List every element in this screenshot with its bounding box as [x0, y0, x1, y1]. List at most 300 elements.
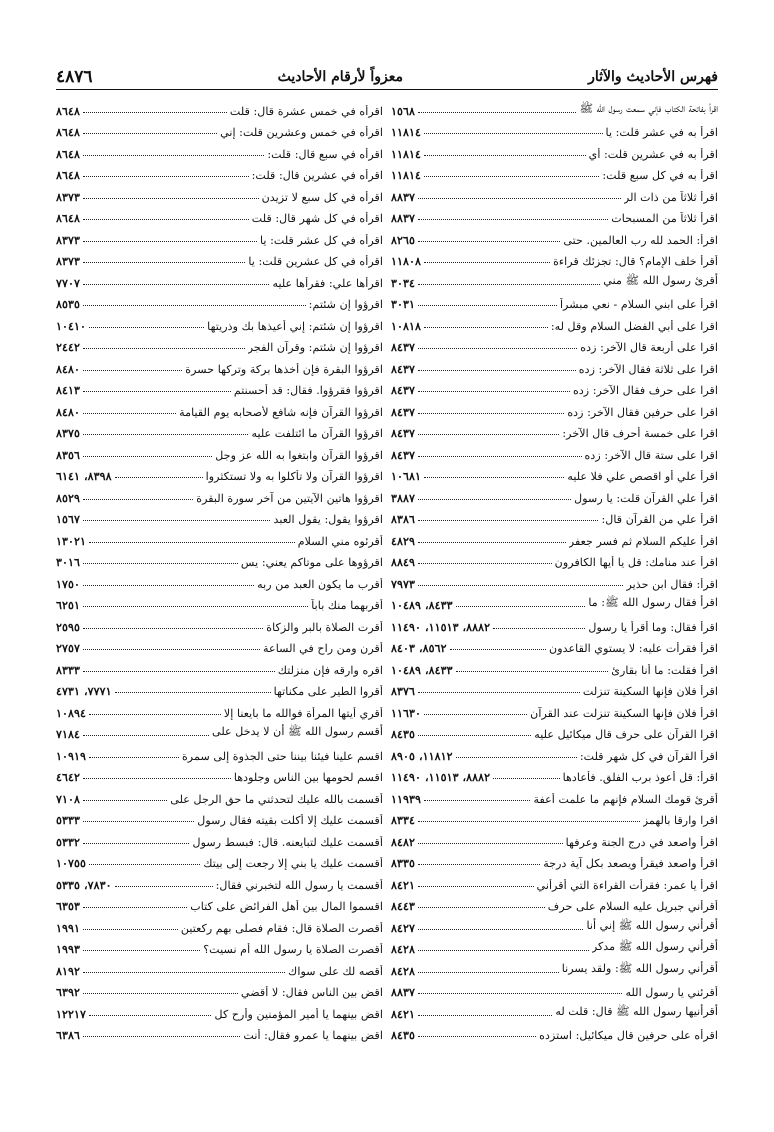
- dot-leader: [418, 219, 608, 220]
- index-entry: [56, 956, 383, 978]
- entry-text: اقض بينهما يا عمرو فقال: أنت: [243, 1029, 383, 1042]
- entry-text: اقرأه على حرفين قال ميكائيل: استزده: [539, 1029, 718, 1042]
- dot-leader: [418, 391, 570, 392]
- index-entry: [56, 548, 383, 570]
- hadith-number: ٨٨٣٧: [391, 211, 416, 225]
- right-column: [391, 96, 718, 1042]
- index-entry: [56, 225, 383, 247]
- entry-text: أقرأني رسول الله ﷺ: ولقد يسرنا: [561, 961, 718, 975]
- dot-leader: [418, 542, 566, 543]
- hadith-number: ٨٤٣٧: [391, 447, 416, 462]
- index-entry: [56, 419, 383, 441]
- index-entry: [56, 333, 383, 355]
- entry-text: اقرأه في كل سبع لا تزيدن: [261, 190, 383, 204]
- hadith-number: ١٩٩٣: [56, 942, 81, 956]
- dot-leader: [83, 370, 182, 371]
- dot-leader: [424, 176, 599, 177]
- hadith-number: ٧٧٠٧: [56, 275, 81, 290]
- entry-text: اقرأ: قل أعوذ برب الفلق. فأعادها: [562, 771, 718, 784]
- index-entry: [391, 139, 718, 161]
- dot-leader: [89, 757, 179, 758]
- index-entry: [56, 634, 383, 656]
- dot-leader: [418, 198, 621, 199]
- entry-text: اقرؤوا القرآن ولا تأكلوا به ولا تستكثروا: [205, 470, 383, 483]
- hadith-number: ٨٣٧٣: [56, 189, 81, 204]
- hadith-number: ٥٣٣٣: [56, 813, 81, 827]
- entry-text: اقرأه في خمس عشرة قال: قلت: [229, 104, 383, 118]
- entry-text: اقرأ به في كل سبع قلت:: [602, 169, 718, 182]
- index-entry: [391, 354, 718, 376]
- entry-text: اقرأ فقال رسول الله ﷺ: ما: [588, 596, 718, 609]
- dot-leader: [418, 1015, 552, 1016]
- entry-text: أقصه لك على سواك: [288, 964, 383, 978]
- dot-leader: [418, 520, 598, 521]
- dot-leader: [418, 413, 564, 414]
- dot-leader: [83, 606, 308, 607]
- entry-text: اقرا القرآن على حرف قال ميكائيل عليه: [534, 728, 718, 741]
- entry-text: اقرأه في كل عشرين قلت: يا: [248, 255, 383, 268]
- entry-text: اقرأ فلان فإنها السكينة تنزلت عند القرآن: [530, 706, 718, 720]
- hadith-number: ٨٣٣٥: [391, 856, 416, 870]
- hadith-number: ٨٣٧٦: [391, 684, 416, 698]
- index-entry: [391, 892, 718, 914]
- index-entry: [56, 204, 383, 226]
- dot-leader: [83, 434, 248, 435]
- hadith-number: ٨٦٤٨: [56, 211, 81, 225]
- dot-leader: [83, 456, 212, 457]
- entry-text: اقرا على ثلاثة فقال الآخر: زده: [578, 362, 718, 376]
- dot-leader: [83, 262, 245, 263]
- hadith-number: ١١٨١٤: [391, 168, 422, 182]
- index-entry: [56, 118, 383, 140]
- dot-leader: [456, 757, 577, 758]
- entry-text: أقرت الصلاة بالبر والزكاة: [266, 620, 383, 634]
- index-entry: [56, 161, 383, 183]
- index-entry: [391, 978, 718, 1000]
- page-number: ٤٨٧٦: [56, 67, 93, 87]
- index-entry: [391, 505, 718, 527]
- index-entry: [56, 655, 383, 677]
- dot-leader: [418, 456, 582, 457]
- index-entry: [391, 634, 718, 656]
- entry-text: اقسموا المال بين أهل الفرائض على كتاب: [190, 900, 383, 913]
- entry-text: اقرا على أربعة قال الآخر: زده: [580, 341, 718, 354]
- entry-text: أقرأني رسول الله ﷺ إني أنا: [586, 918, 718, 932]
- index-entry: [56, 290, 383, 312]
- index-entry: [56, 483, 383, 505]
- hadith-number: ٨٣٧٣: [56, 254, 81, 268]
- dot-leader: [418, 735, 531, 736]
- dot-leader: [83, 112, 227, 113]
- dot-leader: [424, 327, 548, 328]
- dot-leader: [456, 671, 609, 672]
- index-entry: [391, 96, 718, 118]
- entry-text: اقرأ ثلاثاً من ذات الر: [623, 190, 718, 204]
- index-entry: [391, 655, 718, 677]
- hadith-number: ٦٢٥١: [56, 598, 81, 612]
- hadith-number: ٣٠٣٤: [391, 275, 416, 290]
- index-entry: [391, 268, 718, 290]
- dot-leader: [83, 671, 275, 672]
- index-entry: [56, 247, 383, 269]
- hadith-number: ٨٣٥٦: [56, 447, 81, 462]
- header-rule: [56, 89, 718, 90]
- index-entry: [56, 376, 383, 398]
- hadith-number: ١٧٥٠: [56, 576, 81, 591]
- entry-text: اقرأه في خمس وعشرين قلت: إني: [220, 126, 383, 139]
- hadith-number: ٨٥٣٥: [56, 297, 81, 311]
- dot-leader: [418, 929, 583, 930]
- hadith-number: ٨٤٣٥: [391, 727, 416, 741]
- entry-text: أقصرت الصلاة قال: فقام فصلى بهم ركعتين: [180, 921, 383, 935]
- entry-text: اقرأ به في عشرين قلت: أي: [588, 147, 718, 161]
- index-entry: [391, 591, 718, 613]
- hadith-number: ١١٩٣٩: [391, 791, 422, 806]
- dot-leader: [418, 821, 640, 822]
- index-entry: [391, 784, 718, 806]
- dot-leader: [418, 499, 571, 500]
- hadith-number: ٨٨٨٢، ١١٥١٣، ١١٤٩٠: [391, 770, 491, 784]
- hadith-number: ١٠٤١٠: [56, 318, 87, 333]
- entry-text: اقرا على ستة قال الآخر: زده: [584, 448, 718, 462]
- entry-text: اقرأ فقال: وما أقرأ يا رسول: [588, 620, 718, 634]
- hadith-number: ١١٦٣٠: [391, 705, 422, 720]
- dot-leader: [83, 950, 200, 951]
- dot-leader: [424, 714, 527, 715]
- index-entry: [391, 225, 718, 247]
- dot-leader: [418, 993, 622, 994]
- dot-leader: [83, 219, 249, 220]
- hadith-number: ١٠٨٩٤: [56, 705, 87, 720]
- running-title: فهرس الأحاديث والآثار: [588, 69, 718, 85]
- hadith-number: ٨٨٤٩: [391, 555, 416, 569]
- hadith-number: ١١٨٠٨: [391, 254, 422, 268]
- entry-text: أقسمت عليك لتبايعنه. قال: فبسط رسول: [192, 835, 383, 849]
- section-title: معزواً لأرقام الأحاديث: [277, 69, 404, 85]
- hadith-number: ٣٨٨٧: [391, 490, 416, 505]
- hadith-number: ٦٣٩٢: [56, 985, 81, 999]
- hadith-number: ٨٤٣٧: [391, 340, 416, 354]
- index-entry: [56, 440, 383, 462]
- index-entry: [56, 741, 383, 763]
- dot-leader: [418, 585, 623, 586]
- dot-leader: [83, 907, 187, 908]
- hadith-number: ٨٤٤٣: [391, 899, 416, 913]
- dot-leader: [418, 864, 540, 865]
- index-entry: [56, 763, 383, 785]
- index-entry: [391, 741, 718, 763]
- hadith-number: ١٣٠٢١: [56, 533, 87, 548]
- index-entry: [391, 612, 718, 634]
- hadith-number: ٨٣٩٨، ٦١٤١: [56, 469, 112, 483]
- index-entry: [56, 913, 383, 935]
- dot-leader: [89, 1015, 211, 1016]
- dot-leader: [83, 929, 178, 930]
- entry-text: اقرؤوا هاتين الآيتين من آخر سورة البقرة: [196, 491, 383, 505]
- entry-text: اقرأ فلان فإنها السكينة تنزلت: [582, 685, 718, 698]
- entry-text: اقرؤوا القرآن فإنه شافع لأصحابه يوم القيامة: [179, 405, 383, 419]
- dot-leader: [83, 649, 260, 650]
- dot-leader: [83, 241, 257, 242]
- hadith-number: ١٥٦٨: [391, 103, 416, 118]
- hadith-number: ٧٧٧١، ٤٧٣١: [56, 684, 112, 698]
- entry-text: اقرا على حرف فقال الآخر: زده: [572, 384, 718, 397]
- index-entry: [56, 462, 383, 484]
- hadith-number: ١٩٩١: [56, 920, 81, 935]
- entry-text: اقرأ فقلت: ما أنا بقارئ: [611, 663, 718, 677]
- index-entry: [56, 354, 383, 376]
- hadith-number: ٨٤٢١: [391, 877, 416, 892]
- index-entry: [56, 806, 383, 828]
- dot-leader: [83, 628, 263, 629]
- index-entry: [391, 720, 718, 742]
- hadith-number: ١١٨١٢، ٨٩٠٥: [391, 748, 453, 763]
- dot-leader: [418, 563, 552, 564]
- entry-text: اقرؤوا إن شئتم:: [308, 298, 383, 311]
- index-entry: [391, 1021, 718, 1043]
- entry-text: اقرأ واصعد فيقرأ ويصعد بكل آية درجة: [543, 857, 718, 870]
- dot-leader: [115, 886, 213, 887]
- entry-text: أقري أيتها المرأة فوالله ما بايعنا إلا: [223, 706, 383, 720]
- dot-leader: [83, 585, 254, 586]
- index-entry: [391, 956, 718, 978]
- index-entry: [56, 569, 383, 591]
- entry-text: أقصرت الصلاة يا رسول الله أم نسيت؟: [203, 943, 383, 956]
- dot-leader: [83, 800, 167, 801]
- hadith-number: ٨٨٣٧: [391, 985, 416, 999]
- hadith-number: ٨٨٣٧: [391, 189, 416, 204]
- dot-leader: [83, 155, 264, 156]
- entry-text: اقرؤوا القرآن ما ائتلفت عليه: [251, 427, 383, 440]
- hadith-number: ٨٢٦٥: [391, 232, 416, 247]
- entry-text: اقرأ علي أو اقصص علي فلا عليه: [567, 470, 718, 483]
- dot-leader: [83, 993, 238, 994]
- hadith-number: ٨٤٣٧: [391, 383, 416, 397]
- entry-text: اقض بين الناس فقال: لا أقضي: [240, 986, 383, 999]
- entry-text: أقرأنيها رسول الله ﷺ قال: قلت له: [555, 1004, 718, 1018]
- hadith-number: ٨٣٣٣: [56, 662, 81, 677]
- hadith-number: ٨٦٤٨: [56, 146, 81, 161]
- hadith-number: ٤٦٤٢: [56, 770, 81, 784]
- index-entry: [391, 311, 718, 333]
- dot-leader: [83, 1036, 240, 1037]
- entry-text: اقسم علينا فيئنا بيننا حتى الجذوة إلى سمرة: [181, 749, 383, 763]
- index-entry: [391, 913, 718, 935]
- index-entry: [391, 204, 718, 226]
- index-entry: [56, 784, 383, 806]
- entry-text: اقرأ على ابني السلام - نعي مبشراً: [559, 298, 718, 311]
- index-entry: [56, 978, 383, 1000]
- index-entry: [56, 720, 383, 742]
- index-entry: [391, 677, 718, 699]
- index-entry: [56, 849, 383, 871]
- hadith-number: ٨٤٢٨: [391, 963, 416, 978]
- entry-text: أقرئ رسول الله ﷺ مني: [603, 273, 718, 287]
- entry-text: اقرأه في عشرين قال: قلت:: [251, 169, 383, 182]
- index-entry: [56, 612, 383, 634]
- entry-text: اقرا على أبي الفضل السلام وقل له:: [550, 319, 718, 333]
- dot-leader: [418, 434, 559, 435]
- hadith-number: ٨٤٢١: [391, 1006, 416, 1021]
- index-entry: [391, 935, 718, 957]
- entry-text: أقروا الطير على مكناتها: [273, 685, 383, 698]
- hadith-number: ٨٣٧٥: [56, 426, 81, 440]
- index-entry: [56, 397, 383, 419]
- dot-leader: [83, 821, 194, 822]
- index-entry: [56, 999, 383, 1021]
- index-entry: [391, 827, 718, 849]
- index-entry: [391, 118, 718, 140]
- index-entry: [56, 96, 383, 118]
- hadith-number: ١٥٦٧: [56, 512, 81, 526]
- dot-leader: [83, 413, 176, 414]
- hadith-number: ٨٣٧٣: [56, 232, 81, 247]
- entry-text: اقرا على خمسة أحرف قال الآخر:: [562, 427, 718, 440]
- entry-text: اقرأ علي من القرآن قال:: [601, 513, 718, 526]
- index-entry: [391, 419, 718, 441]
- index-entry: [56, 268, 383, 290]
- entry-text: أقرأني رسول الله ﷺ مدكر: [591, 940, 718, 953]
- dot-leader: [83, 499, 193, 500]
- hadith-number: ٨٤٣٣، ١٠٤٨٩: [391, 662, 453, 677]
- index-entry: [391, 849, 718, 871]
- entry-text: اقرا على حرفين فقال الآخر: زده: [567, 405, 718, 419]
- dot-leader: [418, 112, 576, 113]
- entry-text: اقرأ: فقال ابن حذير: [626, 577, 718, 591]
- entry-text: اقرأه في كل عشر قلت: يا: [259, 233, 383, 247]
- index-entry: [391, 548, 718, 570]
- index-entry: [391, 376, 718, 398]
- entry-text: أقرأني جبريل عليه السلام على حرف: [547, 900, 718, 913]
- dot-leader: [83, 198, 259, 199]
- hadith-number: ٨٣٣٤: [391, 813, 416, 827]
- dot-leader: [456, 606, 586, 607]
- entry-text: اقرأ القرآن في كل شهر قلت:: [579, 749, 718, 763]
- entry-text: أقرئوه مني السلام: [297, 534, 383, 548]
- hadith-number: ٨٨٨٢، ١١٥١٣، ١١٤٩٠: [391, 619, 491, 634]
- index-entry: [391, 440, 718, 462]
- dot-leader: [83, 563, 238, 564]
- hadith-number: ٢٥٩٥: [56, 619, 81, 634]
- index-entry: [391, 763, 718, 785]
- entry-text: اقرأ يا عمر: فقرأت القراءة التي أقرأني: [536, 878, 718, 892]
- hadith-number: ٦٣٨٦: [56, 1028, 81, 1042]
- index-entry: [56, 591, 383, 613]
- hadith-number: ٨٥٢٩: [56, 490, 81, 505]
- dot-leader: [418, 692, 580, 693]
- entry-text: اقرأ علي القرآن قلت: يا رسول: [574, 491, 718, 505]
- hadith-number: ٨٤٣٧: [391, 426, 416, 440]
- hadith-number: ٨٤٣٥: [391, 1028, 416, 1042]
- index-entry: [56, 526, 383, 548]
- entry-text: اقرأ ثلاثاً من المسبحات: [611, 212, 718, 225]
- dot-leader: [89, 542, 295, 543]
- entry-text: أقسمت بالله عليك لتحدثني ما حق الرجل على: [170, 792, 383, 806]
- entry-text: اقره وارقه فإن منزلتك: [277, 663, 383, 677]
- dot-leader: [493, 778, 559, 779]
- hadith-number: ٨٣٨٦: [391, 512, 416, 526]
- hadith-number: ١٢٢١٧: [56, 1006, 87, 1021]
- dot-leader: [83, 520, 270, 521]
- entry-text: اقرأ عليكم السلام ثم فسر جعفر: [568, 534, 718, 548]
- hadith-number: ١١٨١٤: [391, 125, 422, 139]
- hadith-number: ٥٣٣٢: [56, 834, 81, 849]
- dot-leader: [83, 176, 249, 177]
- dot-leader: [418, 950, 589, 951]
- hadith-number: ٨٤٢٧: [391, 920, 416, 935]
- index-entry: [391, 182, 718, 204]
- index-entry: [391, 161, 718, 183]
- index-entry: [391, 462, 718, 484]
- dot-leader: [424, 800, 530, 801]
- index-entry: [56, 870, 383, 892]
- hadith-number: ١٠٦٨١: [391, 469, 422, 483]
- entry-text: اقرؤوا البقرة فإن أخذها بركة وتركها حسرة: [185, 362, 383, 376]
- dot-leader: [418, 305, 557, 306]
- dot-leader: [83, 972, 285, 973]
- index-entry: [391, 806, 718, 828]
- dot-leader: [418, 907, 545, 908]
- hadith-number: ١٠٩١٩: [56, 748, 87, 763]
- hadith-number: ١٠٧٥٥: [56, 856, 87, 870]
- dot-leader: [115, 692, 271, 693]
- dot-leader: [418, 241, 560, 242]
- index-entry: [56, 827, 383, 849]
- hadith-number: ٧٨٣٠، ٥٣٣٥: [56, 877, 112, 892]
- dot-leader: [418, 1036, 536, 1037]
- hadith-number: ٨٤٨٠: [56, 361, 81, 376]
- entry-text: اقرأ عند منامك: قل يا أيها الكافرون: [554, 556, 718, 569]
- dot-leader: [83, 284, 269, 285]
- hadith-number: ٨٥٦٢، ٨٤٠٣: [391, 641, 447, 655]
- hadith-number: ٨٤٣٧: [391, 361, 416, 376]
- entry-text: أقرئ قومك السلام فإنهم ما علمت أعفة: [533, 792, 718, 806]
- entry-text: اقرا وارقا بالهمز: [642, 814, 718, 827]
- dot-leader: [83, 305, 306, 306]
- hadith-number: ١١٨١٤: [391, 146, 422, 161]
- entry-text: اقرأ: الحمد لله رب العالمين. حتى: [563, 233, 718, 247]
- entry-text: أقسمت يا رسول الله لتخبرني فقال:: [215, 878, 383, 892]
- dot-leader: [83, 133, 217, 134]
- index-entry: [391, 526, 718, 548]
- left-column: [56, 96, 383, 1042]
- dot-leader: [418, 284, 600, 285]
- dot-leader: [418, 886, 533, 887]
- dot-leader: [424, 262, 550, 263]
- dot-leader: [83, 778, 231, 779]
- index-entry: [56, 311, 383, 333]
- hadith-number: ٧١٠٨: [56, 791, 81, 806]
- dot-leader: [450, 649, 546, 650]
- hadith-number: ٦٣٥٣: [56, 899, 81, 913]
- hadith-number: ٨٦٤٨: [56, 168, 81, 182]
- entry-text: اقرؤوا فقرؤوا. فقال: قد أحسنتم: [233, 384, 383, 397]
- entry-text: أقربهما منك باباً: [311, 599, 383, 612]
- index-entry: [56, 677, 383, 699]
- entry-text: اقرأه في كل شهر قال: قلت: [251, 212, 383, 225]
- dot-leader: [83, 735, 209, 736]
- index-entry: [56, 892, 383, 914]
- hadith-number: ٣٠٣١: [391, 297, 416, 311]
- index-entry: [391, 698, 718, 720]
- index-entry: [391, 247, 718, 269]
- entry-text: أقرب ما يكون العبد من ربه: [257, 577, 383, 591]
- index-entry: [391, 333, 718, 355]
- hadith-number: ٢٧٥٧: [56, 641, 81, 655]
- dot-leader: [83, 843, 189, 844]
- entry-text: اقسم لحومها بين الناس وجلودها: [233, 771, 383, 784]
- entry-text: اقرؤوا إن شئتم: وقرآن الفجر: [247, 341, 383, 354]
